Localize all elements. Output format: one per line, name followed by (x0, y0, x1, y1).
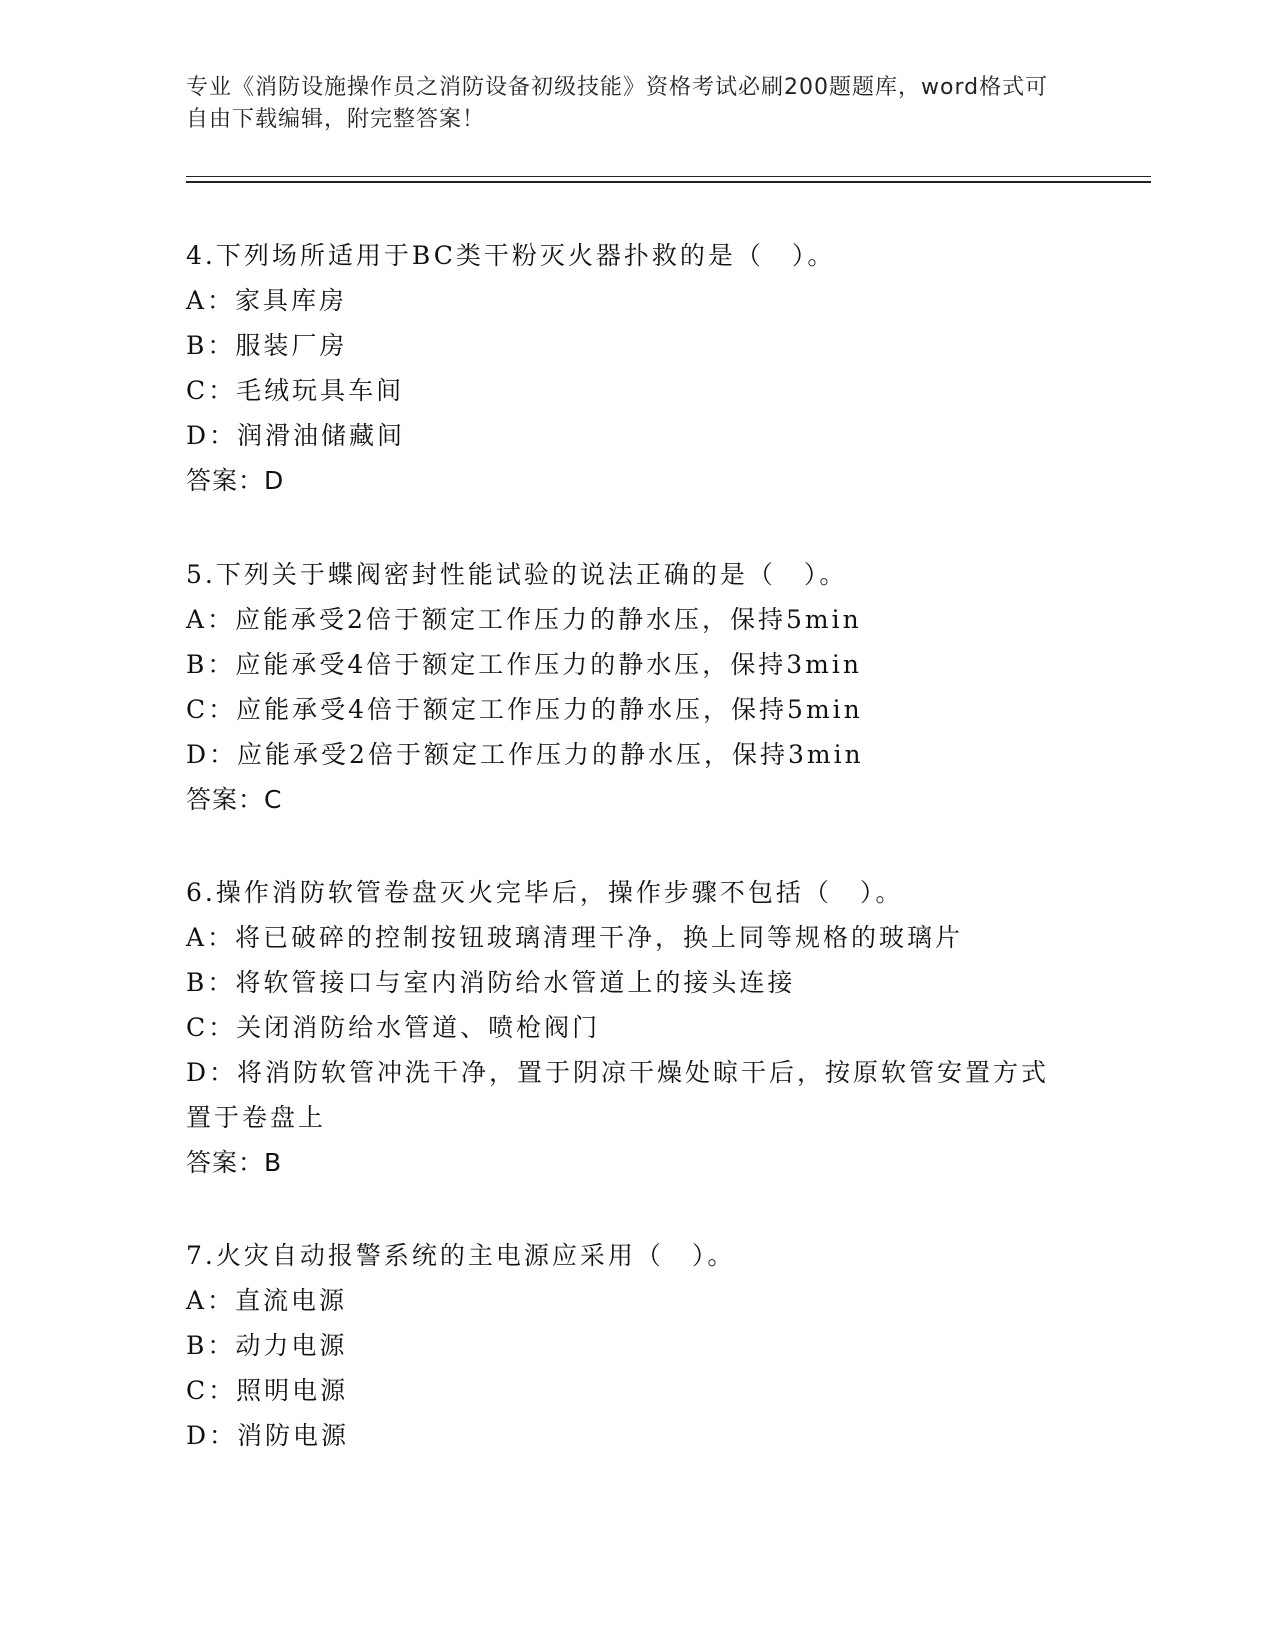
answer-line: 答案：C (186, 785, 283, 814)
option-c: C：毛绒玩具车间 (186, 376, 405, 405)
question-stem: 7.火灾自动报警系统的主电源应采用（ ）。 (186, 1241, 736, 1270)
option-c: C：照明电源 (186, 1376, 349, 1405)
question-stem: 6.操作消防软管卷盘灭火完毕后，操作步骤不包括（ ）。 (186, 878, 904, 907)
question-stem: 4.下列场所适用于BC类干粉灭火器扑救的是（ ）。 (186, 241, 836, 270)
header-divider-thick (186, 181, 1151, 183)
answer-line: 答案：D (186, 466, 285, 495)
option-d: D：将消防软管冲洗干净，置于阴凉干燥处晾干后，按原软管安置方式置于卷盘上 (186, 1058, 1050, 1132)
answer-line: 答案：B (186, 1148, 283, 1177)
option-b: B：服装厂房 (186, 331, 348, 360)
option-c: C：应能承受4倍于额定工作压力的静水压，保持5min (186, 695, 863, 724)
option-a: A：将已破碎的控制按钮玻璃清理干净，换上同等规格的玻璃片 (186, 923, 964, 952)
question-7 (186, 1233, 1086, 1458)
question-4 (186, 233, 1086, 503)
option-a: A：家具库房 (186, 286, 348, 315)
option-b: B：动力电源 (186, 1331, 348, 1360)
option-d: D：消防电源 (186, 1421, 350, 1450)
document-header: 专业《消防设施操作员之消防设备初级技能》资格考试必刷200题题库，word格式可自由下载编辑，附完整答案！ (186, 75, 1049, 132)
question-6 (186, 870, 1086, 1185)
option-b: B：将软管接口与室内消防给水管道上的接头连接 (186, 968, 796, 997)
question-5 (186, 552, 1086, 822)
option-d: D：润滑油储藏间 (186, 421, 406, 450)
question-stem: 5.下列关于蝶阀密封性能试验的说法正确的是（ ）。 (186, 560, 848, 589)
option-b: B：应能承受4倍于额定工作压力的静水压，保持3min (186, 650, 862, 679)
option-a: A：直流电源 (186, 1286, 348, 1315)
option-c: C：关闭消防给水管道、喷枪阀门 (186, 1013, 601, 1042)
option-d: D：应能承受2倍于额定工作压力的静水压，保持3min (186, 740, 864, 769)
option-a: A：应能承受2倍于额定工作压力的静水压，保持5min (186, 605, 862, 634)
header-divider-thin (186, 176, 1151, 177)
